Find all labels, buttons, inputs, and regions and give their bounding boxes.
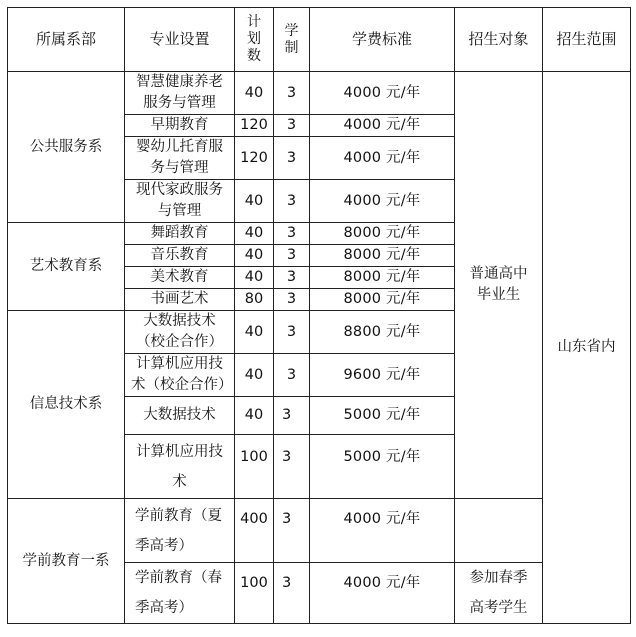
major-cell: 大数据技术 xyxy=(125,397,235,435)
plan-cell: 40 xyxy=(235,245,274,267)
major-cell: 美术教育 xyxy=(125,267,235,289)
years-cell: 3 xyxy=(274,267,310,289)
major-cell: 音乐教育 xyxy=(125,245,235,267)
plan-cell: 40 xyxy=(235,397,274,435)
fee-cell: 4000 元/年 xyxy=(310,180,455,223)
header-department: 所属系部 xyxy=(8,8,125,72)
fee-cell: 5000 元/年 xyxy=(310,435,455,499)
enrollment-table xyxy=(7,7,631,624)
fee-cell: 8000 元/年 xyxy=(310,245,455,267)
department-cell: 学前教育一系 xyxy=(8,499,125,624)
major-cell: 学前教育（春季高考） xyxy=(125,563,235,624)
plan-cell: 40 xyxy=(235,72,274,115)
major-cell: 大数据技术（校企合作） xyxy=(125,311,235,354)
major-cell: 智慧健康养老服务与管理 xyxy=(125,72,235,115)
table-row xyxy=(8,499,631,563)
header-fee: 学费标准 xyxy=(310,8,455,72)
header-plan-text: 计划数 xyxy=(247,14,261,64)
department-cell: 公共服务系 xyxy=(8,72,125,223)
header-target: 招生对象 xyxy=(455,8,543,72)
plan-cell: 120 xyxy=(235,137,274,180)
fee-cell: 4000 元/年 xyxy=(310,115,455,137)
plan-cell: 120 xyxy=(235,115,274,137)
header-major: 专业设置 xyxy=(125,8,235,72)
major-cell: 计算机应用技术 xyxy=(125,435,235,499)
fee-cell: 4000 元/年 xyxy=(310,72,455,115)
years-cell: 3 xyxy=(274,245,310,267)
years-cell: 3 xyxy=(274,180,310,223)
years-cell: 3 xyxy=(274,72,310,115)
target-text: 普通高中毕业生 xyxy=(469,266,528,303)
header-years-text: 学制 xyxy=(284,22,299,56)
scope-cell: 山东省内 xyxy=(543,72,631,624)
years-cell: 3 xyxy=(274,354,310,397)
years-cell: 3 xyxy=(274,289,310,311)
table-row xyxy=(8,72,631,115)
major-cell: 婴幼儿托育服务与管理 xyxy=(125,137,235,180)
target-cell xyxy=(455,72,543,499)
major-cell: 书画艺术 xyxy=(125,289,235,311)
fee-cell: 4000 元/年 xyxy=(310,137,455,180)
plan-cell: 100 xyxy=(235,563,274,624)
header-years xyxy=(274,8,310,72)
department-cell: 信息技术系 xyxy=(8,311,125,499)
fee-cell: 8000 元/年 xyxy=(310,223,455,245)
fee-cell: 4000 元/年 xyxy=(310,563,455,624)
years-cell: 3 xyxy=(274,563,310,624)
years-cell: 3 xyxy=(274,499,310,563)
plan-cell: 40 xyxy=(235,223,274,245)
target-cell xyxy=(455,563,543,624)
fee-cell: 4000 元/年 xyxy=(310,499,455,563)
years-cell: 3 xyxy=(274,311,310,354)
major-cell: 舞蹈教育 xyxy=(125,223,235,245)
target-text: 参加春季高考学生 xyxy=(469,570,528,616)
fee-cell: 8000 元/年 xyxy=(310,267,455,289)
years-cell: 3 xyxy=(274,435,310,499)
fee-cell: 8000 元/年 xyxy=(310,289,455,311)
major-cell: 现代家政服务与管理 xyxy=(125,180,235,223)
major-cell: 计算机应用技术（校企合作） xyxy=(125,354,235,397)
header-plan xyxy=(235,8,274,72)
years-cell: 3 xyxy=(274,223,310,245)
plan-cell: 100 xyxy=(235,435,274,499)
major-cell: 学前教育（夏季高考） xyxy=(125,499,235,563)
plan-cell: 40 xyxy=(235,354,274,397)
fee-cell: 9600 元/年 xyxy=(310,354,455,397)
header-scope: 招生范围 xyxy=(543,8,631,72)
years-cell: 3 xyxy=(274,115,310,137)
fee-cell: 8800 元/年 xyxy=(310,311,455,354)
header-row xyxy=(8,8,631,72)
plan-cell: 40 xyxy=(235,311,274,354)
plan-cell: 400 xyxy=(235,499,274,563)
fee-cell: 5000 元/年 xyxy=(310,397,455,435)
major-cell: 早期教育 xyxy=(125,115,235,137)
plan-cell: 40 xyxy=(235,267,274,289)
plan-cell: 80 xyxy=(235,289,274,311)
years-cell: 3 xyxy=(274,137,310,180)
plan-cell: 40 xyxy=(235,180,274,223)
department-cell: 艺术教育系 xyxy=(8,223,125,311)
years-cell: 3 xyxy=(274,397,310,435)
